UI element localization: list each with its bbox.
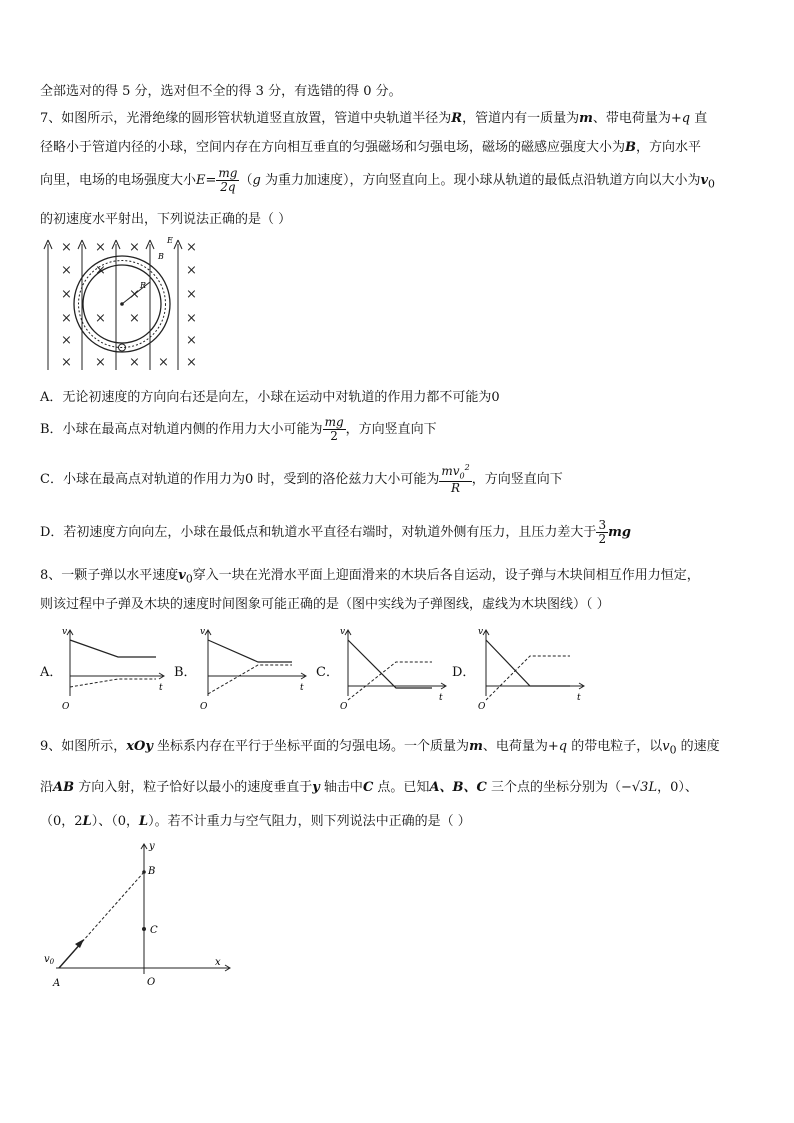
q8-graph-c bbox=[336, 622, 451, 714]
q7-line2-text-b: ，方向水平 bbox=[636, 140, 702, 155]
q9-line-2 bbox=[40, 776, 754, 795]
q9-coord-a: −√3L bbox=[621, 780, 658, 795]
svg-text:×: × bbox=[129, 287, 140, 302]
q7-fig-label-E: E bbox=[167, 236, 173, 245]
svg-text:×: × bbox=[186, 287, 197, 302]
q7-option-c-num-mv: mv bbox=[441, 464, 460, 479]
q8-option-label-c: C． bbox=[316, 665, 339, 680]
q7-option-a: A．无论初速度的方向向右还是向左，小球在运动中对轨道的作用力都不可能为0 bbox=[40, 390, 500, 405]
svg-text:×: × bbox=[129, 240, 140, 255]
q8-graph-a-o: O bbox=[62, 702, 70, 712]
q9-line2-text-b: 方向入射，粒子恰好以最小的速度垂直于 bbox=[74, 780, 313, 795]
q7-option-c-fraction bbox=[439, 464, 471, 494]
q9-fig-O: O bbox=[147, 977, 156, 988]
q9-m: m bbox=[469, 739, 483, 754]
q7-option-c bbox=[40, 462, 754, 498]
q8-line1-text-b: 穿入一块在光滑水平面上迎面滑来的木块后各自运动，设子弹与木块间相互作用力恒定， bbox=[192, 568, 700, 583]
q8-graph-a bbox=[58, 622, 168, 714]
q8-graph-d-t: t bbox=[577, 693, 581, 703]
q7-line1-text-b: ，管道内有一质量为 bbox=[462, 111, 580, 126]
svg-text:×: × bbox=[95, 263, 106, 278]
q8-graph-c-v: v bbox=[340, 627, 346, 637]
q9-y: y bbox=[312, 780, 320, 795]
q8-option-label-b: B． bbox=[174, 665, 197, 680]
q9-figure bbox=[38, 838, 238, 998]
q8-line-2: 则该过程中子弹及木块的速度时间图象可能正确的是（图中实线为子弹图线，虚线为木块图线）（ ） bbox=[40, 597, 610, 612]
q7-option-b-num: mg bbox=[324, 415, 344, 430]
q7-option-c-num-sup: 2 bbox=[464, 463, 470, 473]
svg-text:×: × bbox=[61, 287, 72, 302]
svg-text:×: × bbox=[186, 240, 197, 255]
q7-line2-text: 径略小于管道内径的小球，空间内存在方向相互垂直的匀强磁场和匀强电场，磁场的磁感应强度大小为 bbox=[40, 140, 626, 155]
q8-graph-a-v: v bbox=[62, 627, 68, 637]
q7-option-b bbox=[40, 413, 754, 447]
q9-fig-B: B bbox=[148, 866, 156, 877]
q7-E-den: 2q bbox=[220, 180, 236, 194]
q9-points: A、B、C bbox=[429, 780, 487, 795]
q9-L2: L bbox=[138, 814, 149, 829]
q9-fig-y: y bbox=[149, 841, 155, 852]
q9-xoy: xOy bbox=[126, 739, 153, 754]
q8-option-label-a: A． bbox=[40, 665, 63, 680]
q7-option-d-text: D．若初速度方向向左，小球在最低点和轨道水平直径右端时，对轨道外侧有压力，且压力差大于 bbox=[40, 525, 597, 540]
q7-option-b-fraction bbox=[323, 416, 346, 442]
q9-fig-x: x bbox=[215, 957, 221, 968]
q8-v0: v bbox=[178, 568, 186, 583]
q7-figure bbox=[40, 232, 200, 374]
q7-line-3 bbox=[40, 164, 754, 198]
q7-line1-text: 7、如图所示，光滑绝缘的圆形管状轨道竖直放置，管道中央轨道半径为 bbox=[40, 111, 452, 126]
q7-line-1 bbox=[40, 107, 754, 126]
svg-text:×: × bbox=[95, 355, 106, 370]
svg-text:×: × bbox=[158, 355, 169, 370]
q9-fig-v0-sub: 0 bbox=[49, 958, 55, 966]
q7-option-d-mg: mg bbox=[608, 525, 631, 540]
q9-fig-v0-v: v bbox=[44, 954, 50, 965]
q7-R: R bbox=[451, 111, 463, 126]
q7-E-fraction bbox=[216, 167, 239, 193]
q9-line2-text-c: 轴击中 bbox=[319, 780, 363, 795]
q7-eq: = bbox=[205, 173, 217, 188]
q9-line3-text-b: ）、（0， bbox=[91, 814, 139, 829]
q8-graph-c-o: O bbox=[340, 702, 348, 712]
q7-g: g bbox=[252, 173, 261, 188]
q8-graph-d bbox=[474, 622, 589, 714]
q9-line1-text-d: 的带电粒子，以 bbox=[567, 739, 663, 754]
q7-option-c-num bbox=[439, 464, 471, 482]
q7-option-b-text: B．小球在最高点对轨道内侧的作用力大小可能为 bbox=[40, 422, 323, 437]
q9-line-1 bbox=[40, 735, 754, 757]
q7-option-c-num-sub: 0 bbox=[459, 471, 465, 481]
q8-graph-b-o: O bbox=[200, 702, 208, 712]
q8-graph-d-v: v bbox=[478, 627, 484, 637]
q9-line1-text-c: 、电荷量为 bbox=[482, 739, 548, 754]
svg-text:×: × bbox=[61, 240, 72, 255]
svg-text:×: × bbox=[61, 355, 72, 370]
intro-line: 全部选对的得 5 分，选对但不全的得 3 分，有选错的得 0 分。 bbox=[40, 84, 402, 99]
q7-line3-text-b: （ bbox=[239, 173, 253, 188]
svg-text:×: × bbox=[186, 311, 197, 326]
svg-text:×: × bbox=[95, 240, 106, 255]
q7-v0-sub: 0 bbox=[708, 177, 715, 191]
svg-text:×: × bbox=[186, 333, 197, 348]
svg-text:×: × bbox=[186, 355, 197, 370]
q7-option-c-den: R bbox=[451, 481, 461, 496]
svg-text:×: × bbox=[95, 311, 106, 326]
q9-line2-text: 沿 bbox=[40, 780, 54, 795]
q9-line2-text-e: 三个点的坐标分别为（ bbox=[486, 780, 621, 795]
q8-graph-d-o: O bbox=[478, 702, 486, 712]
q7-fig-label-B: B bbox=[158, 252, 164, 261]
q7-v0: v bbox=[700, 173, 709, 188]
svg-text:×: × bbox=[61, 311, 72, 326]
q9-line1-text-e: 的速度 bbox=[676, 739, 720, 754]
q7-option-d bbox=[40, 515, 754, 551]
svg-text:×: × bbox=[129, 355, 140, 370]
q8-graph-a-t: t bbox=[159, 683, 163, 693]
q9-line1-text: 9、如图所示， bbox=[40, 739, 127, 754]
q9-L1: L bbox=[82, 814, 92, 829]
q8-graph-b-t: t bbox=[300, 683, 304, 693]
svg-text:×: × bbox=[186, 263, 197, 278]
q9-fig-v0 bbox=[44, 954, 55, 966]
q7-option-c-text: C．小球在最高点对轨道的作用力为0 时，受到的洛伦兹力大小可能为 bbox=[40, 472, 440, 487]
q8-line1-text: 8、一颗子弹以水平速度 bbox=[40, 568, 179, 583]
q9-v0-sub: 0 bbox=[669, 743, 677, 757]
q7-option-c-text-b: ，方向竖直向下 bbox=[471, 472, 563, 487]
svg-text:×: × bbox=[61, 333, 72, 348]
q7-line3-text-c: 为重力加速度），方向竖直向上。现小球从轨道的最低点沿轨道方向以大小为 bbox=[260, 173, 701, 188]
q9-v0: v bbox=[662, 739, 670, 754]
q8-line-1 bbox=[40, 564, 754, 586]
q7-line1-text-d: 直 bbox=[690, 111, 708, 126]
q8-v0-sub: 0 bbox=[185, 572, 193, 586]
svg-text:×: × bbox=[129, 311, 140, 326]
q9-C: C bbox=[362, 780, 374, 795]
q8-graph-c-t: t bbox=[439, 693, 443, 703]
q9-line3-text: （0，2 bbox=[40, 814, 83, 829]
q7-option-b-den: 2 bbox=[330, 429, 338, 443]
q7-line3-text: 向里，电场的电场强度大小 bbox=[40, 173, 197, 188]
q7-q: +q bbox=[670, 111, 691, 126]
q7-E: E bbox=[196, 173, 206, 188]
q7-m: m bbox=[579, 111, 593, 126]
q7-option-d-num: 3 bbox=[598, 518, 607, 533]
q9-line2-text-d: 点。已知 bbox=[373, 780, 430, 795]
q7-line1-text-c: 、带电荷量为 bbox=[592, 111, 671, 126]
q7-fig-label-R: R bbox=[140, 281, 147, 290]
q7-E-num: mg bbox=[218, 166, 238, 181]
q9-q: +q bbox=[547, 739, 568, 754]
q8-graph-b bbox=[196, 622, 311, 714]
q9-line1-text-b: 坐标系内存在平行于坐标平面的匀强电场。一个质量为 bbox=[152, 739, 470, 754]
q9-line-3 bbox=[40, 810, 754, 829]
q7-B: B bbox=[625, 140, 637, 155]
q9-fig-A: A bbox=[53, 978, 61, 989]
q7-line-2 bbox=[40, 136, 754, 155]
q9-fig-C: C bbox=[150, 925, 158, 936]
q7-option-b-text-b: ，方向竖直向下 bbox=[345, 422, 437, 437]
q8-option-label-d: D． bbox=[452, 665, 476, 680]
q8-graph-b-v: v bbox=[200, 627, 206, 637]
q7-option-d-den: 2 bbox=[598, 532, 607, 546]
q9-line3-text-c: ）。若不计重力与空气阻力，则下列说法中正确的是（ ） bbox=[148, 814, 471, 829]
svg-text:×: × bbox=[61, 263, 72, 278]
q9-line2-text-f: ，0）、 bbox=[657, 780, 698, 795]
q9-AB: AB bbox=[53, 780, 75, 795]
q7-line-4: 的初速度水平射出，下列说法正确的是（ ） bbox=[40, 212, 292, 227]
q7-option-d-fraction bbox=[596, 519, 608, 545]
